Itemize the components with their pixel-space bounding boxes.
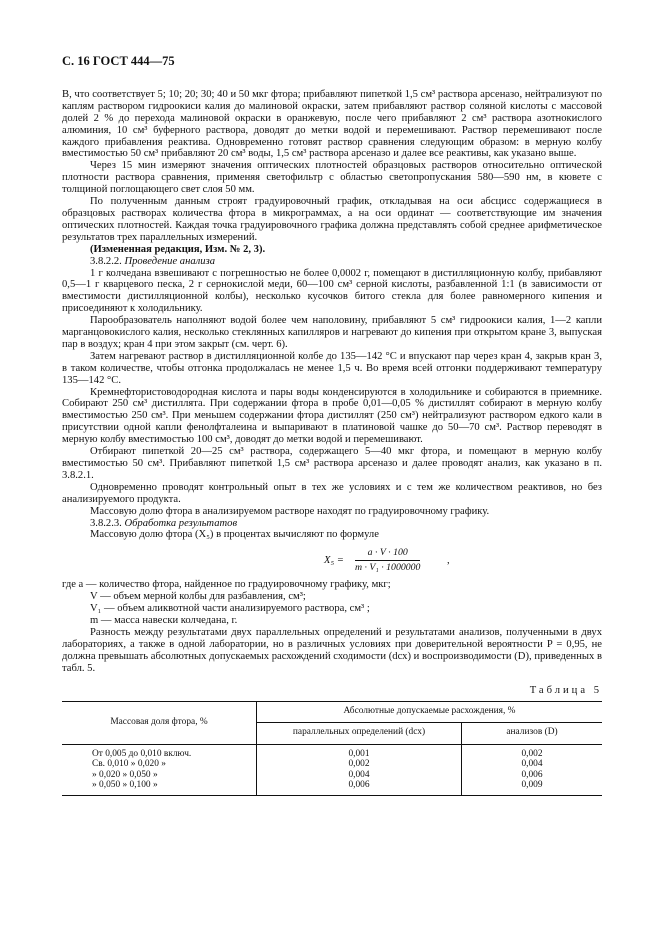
formula-numerator: a · V · 100 (355, 547, 420, 561)
paragraph-optical-density: Через 15 мин измеряют значения оптических плотностей образцовых растворов относительно оптической плотности раствора сравнения, применяя светофильтр с областью светопропускания 580—590 нм, в кювете с толщиной поглощающего свет слоя 50 мм. (62, 160, 602, 196)
section-heading-analysis (62, 256, 602, 268)
tolerance-table (62, 701, 602, 796)
legend-item: V — объем мерной колбы для разбавления, см³; (90, 591, 306, 603)
paragraph-mass-fraction: Массовую долю фтора в анализируемом растворе находят по градуировочному графику. (90, 505, 490, 517)
table-cell-parallel: 0,001 0,002 0,004 0,006 (257, 744, 462, 795)
paragraph-formula-intro: Массовую долю фтора (X₅) в процентах вычисляют по формуле (90, 529, 379, 541)
table-cell-analyses: 0,002 0,004 0,006 0,009 (462, 744, 603, 795)
table-header-analyses: анализов (D) (462, 723, 603, 745)
paragraph-aliquot: Отбирают пипеткой 20—25 см³ раствора, содержащего 5—40 мкг фтора, и помещают в мерную колбу вместимостью 50 см³. Прибавляют пипеткой 1,5 см³ раствора арсеназо и далее проводят анализ, как указано в п. 3.8.2.1. (62, 446, 602, 481)
document-page (62, 56, 602, 796)
section-number: 3.8.2.2. (90, 255, 122, 267)
paragraph-heating: Затем нагревают раствор в дистилляционной колбе до 135—142 °С и впускают пар через кран 4, закрыв кран 3, в таком количестве, чтобы отгонка продолжалась не менее 1,5 ч. Во время всей отгонки поддерживают температуру 135—142 °С. (62, 350, 602, 386)
formula (62, 547, 602, 575)
paragraph-steam-generator: Парообразователь наполняют водой более чем наполовину, прибавляют 5 см³ гидроокиси калия, 1—2 капли марганцовокислого калия, несколько стеклянных капилляров и нагревают до кипения при открытом кране 3, выпуская пар в воздух; кран 4 при этом закрыт (см. черт. 6). (62, 315, 602, 350)
table-caption: Таблица 5 (529, 684, 602, 696)
formula-fraction (355, 547, 420, 574)
section-heading-results (62, 518, 602, 530)
section-number: 3.8.2.3. (90, 517, 122, 529)
paragraph-calibration-solutions: В, что соответствует 5; 10; 20; 30; 40 и 50 мкг фтора; прибавляют пипеткой 1,5 см³ раствора арсеназо, нейтрализуют по каплям раствором гидроокиси калия до малиновой окраски, затем прибавляют раствор соляной кислоты с массовой долей 2 % до перехода малиновой окраски в оранжевую, после чего прибавляют 2 см³ раствора азотнокислого алюминия, 10 см³ буферного раствора, доводят до метки водой и перемешивают. Раствор перемешивают после каждого прибавления реактива. Одновременно готовят раствор сравнения следующим образом: в мерную колбу вместимостью 50 см³ прибавляют 20 см³ воды, 1,5 см³ раствора арсеназо и далее все реактивы, как указано выше. (62, 88, 602, 160)
legend-item: m — масса навески колчедана, г. (90, 615, 238, 627)
legend-item: где a — количество фтора, найденное по градуировочному графику, мкг; (62, 579, 391, 591)
paragraph-sample-weighing: 1 г колчедана взвешивают с погрешностью не более 0,0002 г, помещают в дистилляционную колбу, прибавляют 0,5—1 г кварцевого песка, 2 г сернокислой меди, 60—100 см³ серной кислоты, разбавленной 1:1 (в зависимости от вместимости дистилляционной колбы), несколько кусочков битого стекла для более равномерного кипения и присоединяют к холодильнику. (62, 267, 602, 315)
paragraph-blank-test: Одновременно проводят контрольный опыт в тех же условиях и с тем же количеством реактивов, но без анализируемого продукта. (62, 481, 602, 505)
paragraph-distillate: Кремнефтористоводородная кислота и пары воды конденсируются в холодильнике и собираются в приемнике. Собирают 250 см³ дистиллята. При содержании фтора в пробе 0,01—0,05 % дистиллят собирают в мерную колбу вместимостью 250 см³. При меньшем содержании фтора дистиллят (250 см³) нейтрализуют раствором едкого кали в присутствии одной капли фенолфталеина и выпаривают в платиновой чашке до 50—70 см³. Раствор переводят в мерную колбу вместимостью 100 см³, доводят до метки водой и перемешивают. (62, 386, 602, 446)
section-title: Обработка результатов (124, 517, 238, 529)
paragraph-revision-note: (Измененная редакция, Изм. № 2, 3). (90, 243, 266, 255)
section-title: Проведение анализа (124, 255, 216, 267)
page-header: С. 16 ГОСТ 444—75 (62, 54, 175, 68)
table-row (62, 744, 602, 795)
paragraph-calibration-graph: По полученным данным строят градуировочный график, откладывая на оси абсцисс содержащиеся в образцовых растворах количества фтора в микрограммах, а на оси ординат — соответствующие им значения оптических плотностей. Каждая точка градуировочного графика должна представлять собой среднее арифметическое результатов трех параллельных измерений. (62, 196, 602, 243)
formula-denominator: m · V₁ · 1000000 (355, 562, 421, 574)
table-header-tolerances: Абсолютные допускаемые расхождения, % (257, 701, 603, 723)
table-cell-ranges: От 0,005 до 0,010 включ. Св. 0,010 » 0,020 » » 0,020 » 0,050 » » 0,050 » 0,100 » (62, 744, 257, 795)
legend-item: V₁ — объем аликвотной части анализируемого раствора, см³ ; (90, 603, 370, 615)
paragraph-tolerance: Разность между результатами двух параллельных определений и результатами анализов, полученными в двух лабораториях, а также в одной лаборатории, но в различных условиях при доверительной вероятности P = 0,95, не должна превышать абсолютных допускаемых расхождений сходимости (dсх) и воспроизводимости (D), приведенных в табл. 5. (62, 626, 602, 674)
table-header-parallel: параллельных определений (dсх) (257, 723, 462, 745)
formula-lhs: X₅ = (324, 555, 344, 567)
formula-tail: , (447, 555, 450, 567)
table-header-mass-fraction: Массовая доля фтора, % (62, 701, 257, 744)
